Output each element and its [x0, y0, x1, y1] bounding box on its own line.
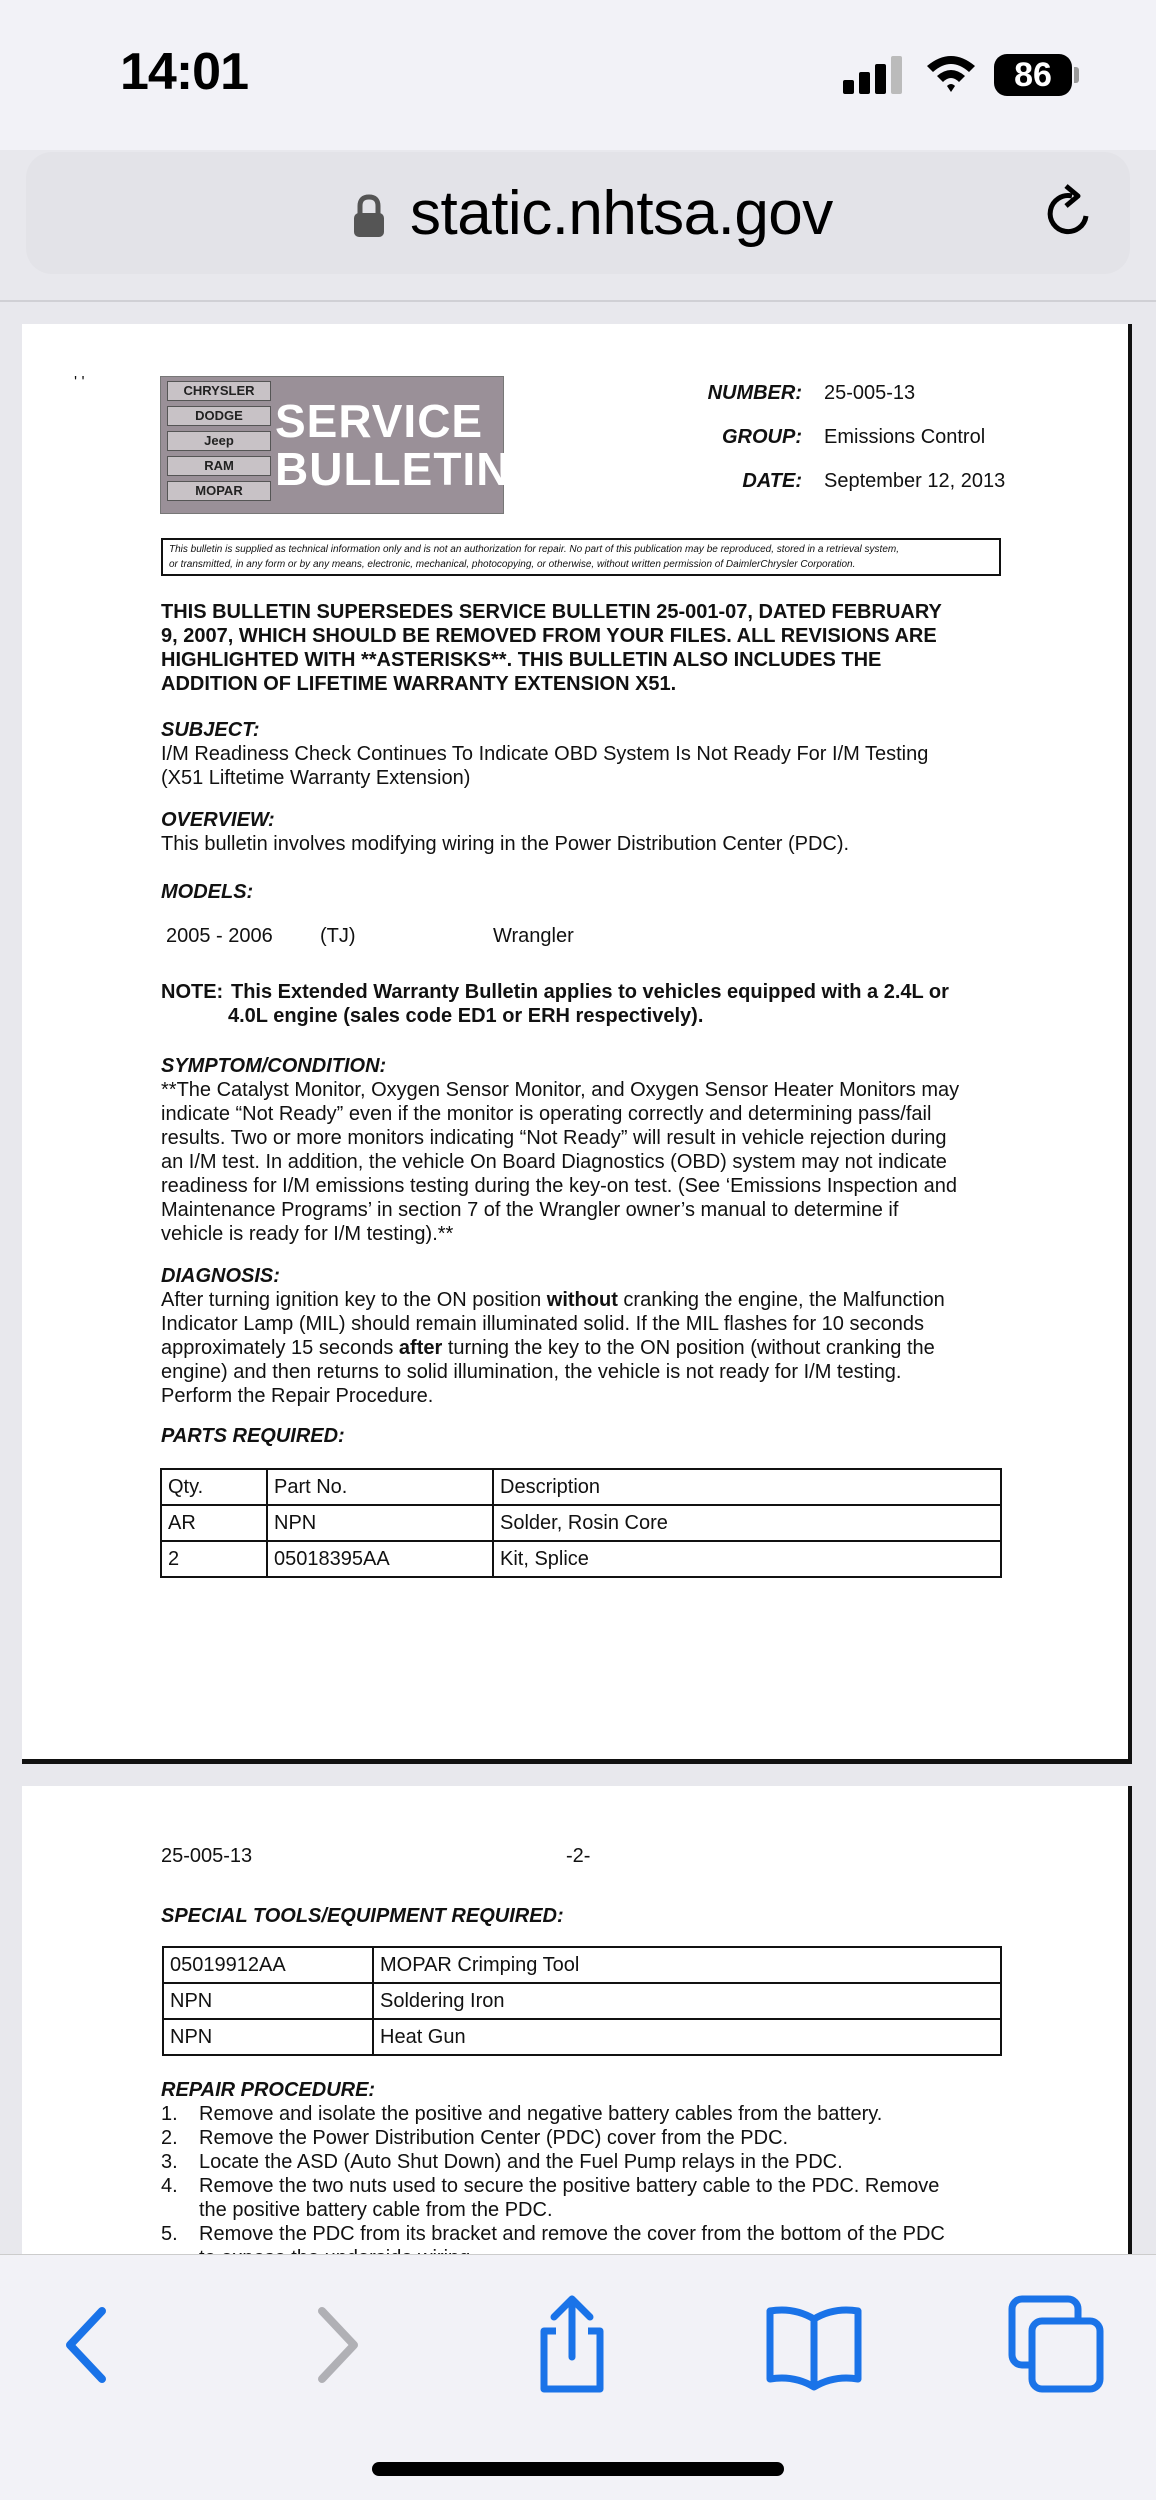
- table-header-cell: Part No.: [267, 1469, 493, 1505]
- home-indicator[interactable]: [372, 2462, 784, 2476]
- step-text: Remove the PDC from its bracket and remove the cover from the bottom of the PDC: [199, 2223, 945, 2245]
- brand-jeep: Jeep: [167, 431, 271, 451]
- document-view[interactable]: [0, 302, 1156, 2254]
- page-number-code: 25-005-13: [161, 1845, 253, 1867]
- lock-icon: [352, 194, 386, 238]
- text-line: [161, 1336, 1021, 1360]
- diagnosis-text: [161, 1288, 1021, 1408]
- text-line: readiness for I/M emissions testing during the key-on test. (See ‘Emissions Inspection and: [161, 1175, 957, 1197]
- status-bar: [0, 0, 1156, 248]
- supersedes-notice: [161, 600, 1021, 696]
- logo-title-line1: SERVICE: [275, 395, 484, 447]
- text-line: indicate “Not Ready” even if the monitor is operating correctly and determining pass/fail: [161, 1103, 932, 1125]
- text-line: I/M Readiness Check Continues To Indicate OBD System Is Not Ready For I/M Testing: [161, 743, 929, 765]
- disclaimer-line: or transmitted, in any form or by any means, electronic, mechanical, photocopying, or otherwise, without written permission of DaimlerChrysler Corporation.: [169, 559, 856, 570]
- logo-title-line2: BULLETIN: [275, 443, 511, 495]
- text-line: vehicle is ready for I/M testing).**: [161, 1223, 454, 1245]
- step-number: 3.: [161, 2151, 178, 2173]
- table-cell: 2: [161, 1541, 267, 1577]
- text-line: THIS BULLETIN SUPERSEDES SERVICE BULLETIN 25-001-07, DATED FEBRUARY: [161, 601, 942, 623]
- group-value: Emissions Control: [824, 426, 986, 448]
- text-run: After turning ignition key to the ON position: [161, 1289, 547, 1311]
- note-line-2: 4.0L engine (sales code ED1 or ERH respectively).: [228, 1005, 704, 1027]
- list-item: [161, 2102, 1061, 2126]
- disclaimer-box: [161, 538, 1001, 576]
- text-line: ADDITION OF LIFETIME WARRANTY EXTENSION X51.: [161, 673, 677, 695]
- brand-chrysler: CHRYSLER: [167, 381, 271, 401]
- tools-table: [162, 1946, 1002, 2056]
- text-line: engine) and then returns to solid illumination, the vehicle is not ready for I/M testing.: [161, 1361, 902, 1383]
- text-line: Perform the Repair Procedure.: [161, 1385, 434, 1407]
- date-value: September 12, 2013: [824, 470, 1006, 492]
- number-value: 25-005-13: [824, 382, 916, 404]
- overview-heading: OVERVIEW:: [161, 809, 275, 831]
- number-label: NUMBER:: [707, 382, 802, 404]
- url-text[interactable]: static.nhtsa.gov: [410, 179, 833, 248]
- text-line: Maintenance Programs’ in section 7 of the Wrangler owner’s manual to determine if: [161, 1199, 899, 1221]
- brand-ram: RAM: [167, 456, 271, 476]
- table-cell: NPN: [163, 1983, 373, 2019]
- service-bulletin-logo: [160, 376, 511, 514]
- table-cell: Heat Gun: [373, 2019, 1001, 2055]
- table-cell: NPN: [267, 1505, 493, 1541]
- table-header-cell: Description: [493, 1469, 1001, 1505]
- tools-heading: SPECIAL TOOLS/EQUIPMENT REQUIRED:: [161, 1905, 564, 1927]
- step-number: 4.: [161, 2175, 178, 2197]
- model-name: Wrangler: [493, 925, 574, 947]
- scan-mark: ' ': [74, 374, 85, 391]
- step-text: Remove the two nuts used to secure the positive battery cable to the PDC. Remove: [199, 2175, 940, 2197]
- share-icon[interactable]: [522, 2295, 622, 2395]
- text-run: approximately 15 seconds: [161, 1337, 399, 1359]
- table-cell: MOPAR Crimping Tool: [373, 1947, 1001, 1983]
- list-item: [161, 2174, 1061, 2198]
- text-line: **The Catalyst Monitor, Oxygen Sensor Monitor, and Oxygen Sensor Heater Monitors may: [161, 1079, 960, 1101]
- text-line: HIGHLIGHTED WITH **ASTERISKS**. THIS BULLETIN ALSO INCLUDES THE: [161, 649, 882, 671]
- text-run: cranking the engine, the Malfunction: [617, 1289, 945, 1311]
- text-line: results. Two or more monitors indicating “Not Ready” will result in vehicle rejection during: [161, 1127, 947, 1149]
- logo-title: [275, 397, 510, 493]
- status-time: 14:01: [120, 43, 248, 101]
- subject-heading: SUBJECT:: [161, 719, 260, 741]
- brand-logos: [167, 381, 271, 511]
- table-header-row: [161, 1469, 1001, 1505]
- emphasis-without: without: [546, 1289, 618, 1311]
- parts-table: [160, 1468, 1002, 1578]
- table-cell: AR: [161, 1505, 267, 1541]
- table-row: [161, 1505, 1001, 1541]
- subject-text: [161, 742, 1021, 790]
- reload-icon[interactable]: [1036, 182, 1100, 246]
- parts-heading: PARTS REQUIRED:: [161, 1425, 345, 1447]
- step-number: 2.: [161, 2127, 178, 2149]
- step-text: Remove and isolate the positive and negative battery cables from the battery.: [199, 2103, 883, 2125]
- table-cell: Kit, Splice: [493, 1541, 1001, 1577]
- table-cell: NPN: [163, 2019, 373, 2055]
- step-text: Remove the Power Distribution Center (PDC) cover from the PDC.: [199, 2127, 789, 2149]
- symptom-heading: SYMPTOM/CONDITION:: [161, 1055, 387, 1077]
- table-cell: Soldering Iron: [373, 1983, 1001, 2019]
- table-row: [163, 2019, 1001, 2055]
- text-line: Indicator Lamp (MIL) should remain illuminated solid. If the MIL flashes for 10 seconds: [161, 1313, 924, 1335]
- page-number: -2-: [566, 1845, 591, 1867]
- symptom-text: [161, 1078, 1021, 1246]
- repair-heading: REPAIR PROCEDURE:: [161, 2079, 376, 2101]
- address-bar[interactable]: [26, 152, 1130, 274]
- table-header-cell: Qty.: [161, 1469, 267, 1505]
- table-row: [161, 1541, 1001, 1577]
- text-line: (X51 Liftetime Warranty Extension): [161, 767, 471, 789]
- models-heading: MODELS:: [161, 881, 254, 903]
- cellular-signal-icon: [843, 54, 905, 94]
- text-line: 9, 2007, WHICH SHOULD BE REMOVED FROM YOUR FILES. ALL REVISIONS ARE: [161, 625, 937, 647]
- model-years: 2005 - 2006: [166, 925, 273, 947]
- table-row: [163, 1947, 1001, 1983]
- note-line-1: This Extended Warranty Bulletin applies to vehicles equipped with a 2.4L or: [231, 981, 949, 1003]
- list-item: [161, 2126, 1061, 2150]
- bookmarks-icon[interactable]: [764, 2295, 864, 2395]
- emphasis-after: after: [398, 1337, 443, 1359]
- wifi-icon: [923, 52, 979, 94]
- model-code: (TJ): [320, 925, 356, 947]
- forward-arrow-icon[interactable]: [284, 2295, 384, 2395]
- battery-indicator: 86: [994, 54, 1072, 96]
- table-cell: 05019912AA: [163, 1947, 373, 1983]
- date-label: DATE:: [742, 470, 802, 492]
- text-line: [161, 1288, 1021, 1312]
- step-text-continued: the positive battery cable from the PDC.: [199, 2199, 553, 2221]
- back-arrow-icon[interactable]: [40, 2295, 140, 2395]
- document-page-1: [22, 324, 1132, 1764]
- step-number: 5.: [161, 2223, 178, 2245]
- brand-mopar: MOPAR: [167, 481, 271, 501]
- list-item: [161, 2150, 1061, 2174]
- repair-steps: [161, 2102, 1061, 2270]
- list-item: [161, 2222, 1061, 2246]
- table-cell: 05018395AA: [267, 1541, 493, 1577]
- diagnosis-heading: DIAGNOSIS:: [161, 1265, 280, 1287]
- overview-text: This bulletin involves modifying wiring in the Power Distribution Center (PDC).: [161, 833, 850, 855]
- brand-dodge: DODGE: [167, 406, 271, 426]
- text-line: an I/M test. In addition, the vehicle On Board Diagnostics (OBD) system may not indicate: [161, 1151, 947, 1173]
- note-label: NOTE:: [161, 981, 224, 1003]
- table-row: [163, 1983, 1001, 2019]
- tabs-icon[interactable]: [1006, 2295, 1106, 2395]
- text-run: turning the key to the ON position (without cranking the: [442, 1337, 935, 1359]
- disclaimer-line: This bulletin is supplied as technical information only and is not an authorization for repair. No part of this publication may be reproduced, stored in a retrieval system,: [169, 544, 900, 555]
- group-label: GROUP:: [722, 426, 802, 448]
- step-text: Locate the ASD (Auto Shut Down) and the Fuel Pump relays in the PDC.: [199, 2151, 843, 2173]
- table-cell: Solder, Rosin Core: [493, 1505, 1001, 1541]
- step-number: 1.: [161, 2103, 178, 2125]
